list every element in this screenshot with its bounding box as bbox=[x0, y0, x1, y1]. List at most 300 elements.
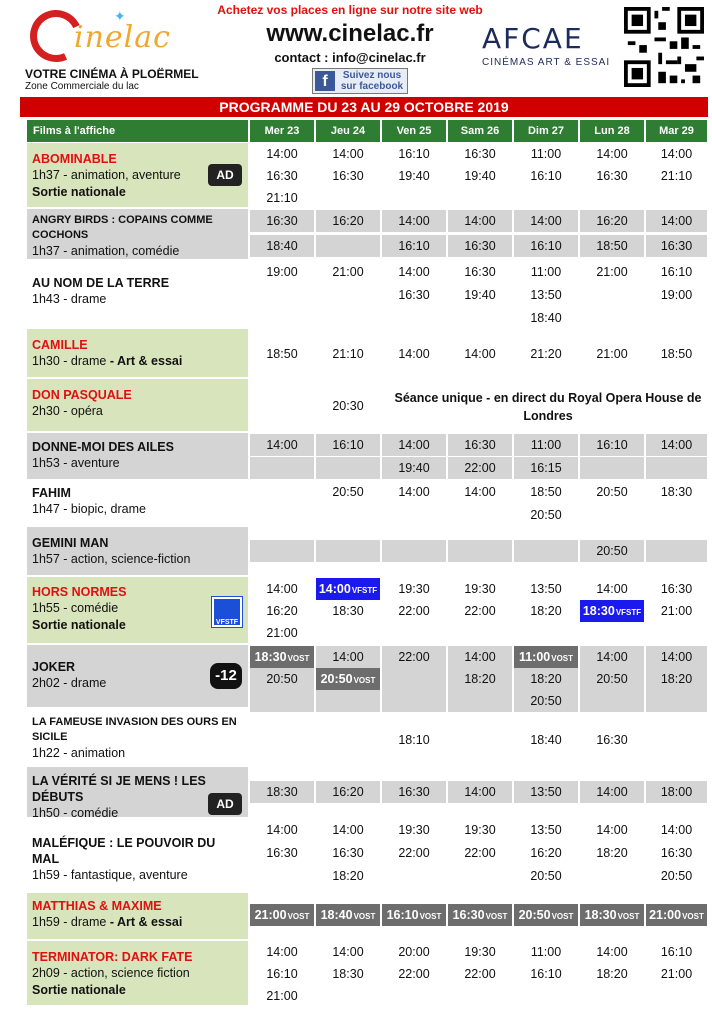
showtime-hors[interactable] bbox=[316, 600, 380, 622]
showtime-value: 16:20 bbox=[266, 604, 298, 618]
empty-slot bbox=[646, 540, 707, 562]
showtime-value: 21:10 bbox=[660, 169, 693, 183]
showtime-value: 14:00 bbox=[266, 945, 298, 959]
showtime-abominable[interactable] bbox=[448, 143, 512, 165]
version-tag: VOST bbox=[682, 912, 704, 921]
showtime-value: 19:30 bbox=[464, 582, 496, 596]
showtime-value: 16:20 bbox=[530, 846, 562, 860]
showtime-terre[interactable] bbox=[250, 261, 314, 283]
showtime-malefique[interactable] bbox=[382, 842, 446, 864]
showtime-fahim[interactable] bbox=[580, 481, 644, 503]
showtime-malefique[interactable] bbox=[514, 819, 578, 841]
film-title: AU NOM DE LA TERRE bbox=[32, 276, 170, 290]
showtime-camille[interactable] bbox=[646, 343, 707, 365]
empty-slot bbox=[382, 690, 446, 712]
showtime-malefique[interactable] bbox=[316, 819, 380, 841]
facebook-label: Suivez nous sur facebook bbox=[340, 70, 404, 92]
showtime-terre[interactable] bbox=[382, 284, 446, 306]
showtime-value: 16:30 bbox=[398, 288, 430, 302]
showtime-gemini[interactable] bbox=[580, 540, 644, 562]
film-ours-en-sicile[interactable] bbox=[27, 709, 248, 765]
film-hors-normes[interactable] bbox=[27, 577, 248, 643]
showtime-value: 16:30 bbox=[332, 846, 364, 860]
film-detail: 1h37 - animation, aventure bbox=[32, 168, 181, 182]
showtime-value: 19:00 bbox=[660, 288, 693, 302]
showtime-fahim[interactable] bbox=[514, 504, 578, 526]
website-link[interactable]: www.cinelac.fr bbox=[266, 20, 434, 47]
film-title: MATTHIAS & MAXIME bbox=[32, 899, 162, 913]
showtime-value: 21:00 bbox=[596, 347, 628, 361]
column-header-mar: Mar 29 bbox=[646, 120, 707, 142]
showtime-value: 19:30 bbox=[464, 945, 496, 959]
showtime-verite[interactable] bbox=[382, 781, 446, 803]
version-tag: VOST bbox=[485, 912, 508, 921]
showtime-abominable[interactable] bbox=[580, 165, 644, 187]
showtime-malefique[interactable] bbox=[646, 819, 707, 841]
film-detail: 1h57 - action, science-fiction bbox=[32, 552, 191, 566]
showtime-abominable[interactable] bbox=[514, 143, 578, 165]
showtime-joker[interactable] bbox=[580, 646, 644, 668]
showtime-value: 21:00 bbox=[266, 626, 298, 640]
showtime-terminator[interactable] bbox=[646, 941, 707, 963]
film-detail: 1h22 - animation bbox=[32, 746, 126, 760]
showtime-verite[interactable] bbox=[250, 781, 314, 803]
showtime-value: 13:50 bbox=[530, 823, 562, 837]
showtime-angry[interactable] bbox=[514, 235, 578, 257]
showtime-angry[interactable] bbox=[382, 235, 446, 257]
column-header-jeu: Jeu 24 bbox=[316, 120, 380, 142]
showtime-value: 21:00 bbox=[596, 265, 628, 279]
showtime-matthias[interactable] bbox=[250, 904, 314, 926]
film-title: JOKER bbox=[32, 660, 76, 674]
qr-code-icon[interactable] bbox=[624, 4, 704, 90]
facebook-button[interactable] bbox=[312, 68, 408, 94]
film-fahim[interactable] bbox=[27, 481, 248, 525]
film-camille[interactable] bbox=[27, 329, 248, 377]
showtime-value: 18:30 bbox=[266, 785, 298, 799]
showtime-angry[interactable] bbox=[382, 210, 446, 232]
showtime-ailes[interactable] bbox=[448, 434, 512, 456]
showtime-value: 20:50 bbox=[660, 869, 693, 883]
showtime-angry[interactable] bbox=[448, 235, 512, 257]
film-abominable[interactable] bbox=[27, 143, 248, 207]
showtime-terre[interactable] bbox=[580, 261, 644, 283]
showtime-value: 16:30 bbox=[464, 239, 496, 253]
showtime-value: 21:20 bbox=[530, 347, 562, 361]
showtime-value: 11:00 bbox=[530, 147, 562, 161]
film-title: TERMINATOR: DARK FATE bbox=[32, 950, 193, 964]
showtime-malefique[interactable] bbox=[316, 865, 380, 887]
showtime-value: 16:30 bbox=[464, 438, 496, 452]
showtime-hors[interactable] bbox=[580, 578, 644, 600]
showtime-terminator[interactable] bbox=[250, 963, 314, 985]
showtime-hors[interactable] bbox=[514, 600, 578, 622]
showtime-joker[interactable] bbox=[448, 668, 512, 690]
showtime-hors[interactable] bbox=[646, 600, 707, 622]
showtime-terminator[interactable] bbox=[382, 941, 446, 963]
showtime-joker[interactable] bbox=[250, 668, 314, 690]
showtime-fahim[interactable] bbox=[448, 481, 512, 503]
showtime-hors[interactable] bbox=[250, 622, 314, 644]
showtime-value: 16:10 bbox=[596, 438, 628, 452]
showtime-matthias[interactable] bbox=[514, 904, 578, 926]
showtime-ailes[interactable] bbox=[646, 434, 707, 456]
showtime-value: 16:20 bbox=[596, 214, 628, 228]
showtime-value: 19:30 bbox=[464, 823, 496, 837]
showtime-value: 14:00 bbox=[398, 265, 430, 279]
showtime-matthias[interactable] bbox=[316, 904, 380, 926]
showtime-value: 16:30 bbox=[464, 147, 496, 161]
showtime-ailes[interactable] bbox=[382, 434, 446, 456]
showtime-ours[interactable] bbox=[580, 729, 644, 751]
showtime-value: 14:00 bbox=[660, 650, 693, 664]
film-detail: 1h55 - comédie bbox=[32, 601, 119, 615]
showtime-ailes[interactable] bbox=[250, 434, 314, 456]
showtime-value: 21:00 bbox=[254, 908, 287, 922]
showtime-terminator[interactable] bbox=[580, 963, 644, 985]
showtime-malefique[interactable] bbox=[316, 842, 380, 864]
contact-email[interactable]: contact : info@cinelac.fr bbox=[274, 50, 426, 65]
showtime-value: 14:00 bbox=[464, 785, 496, 799]
showtime-value: 13:50 bbox=[530, 288, 562, 302]
promo-text: Achetez vos places en ligne sur notre site web bbox=[217, 3, 483, 17]
showtime-hors[interactable] bbox=[316, 578, 380, 600]
showtime-angry[interactable] bbox=[250, 210, 314, 232]
showtime-ours[interactable] bbox=[382, 729, 446, 751]
showtime-matthias[interactable] bbox=[382, 904, 446, 926]
empty-slot bbox=[514, 540, 578, 562]
showtime-ailes[interactable] bbox=[316, 434, 380, 456]
empty-slot bbox=[316, 690, 380, 712]
showtime-value: 18:30 bbox=[332, 967, 364, 981]
showtime-value: 16:20 bbox=[332, 785, 364, 799]
film-title: MALÉFIQUE : LE POUVOIR DU MAL bbox=[32, 836, 216, 866]
hearing-impaired-icon: VFSTF bbox=[212, 597, 242, 627]
showtime-abominable[interactable] bbox=[580, 143, 644, 165]
film-joker[interactable] bbox=[27, 645, 248, 707]
film-title: DONNE-MOI DES AILES bbox=[32, 440, 174, 454]
showtime-joker[interactable] bbox=[646, 646, 707, 668]
film-la-verite-si-je-mens[interactable] bbox=[27, 767, 248, 820]
showtime-malefique[interactable] bbox=[646, 842, 707, 864]
showtime-abominable[interactable] bbox=[646, 165, 707, 187]
showtime-value: 20:50 bbox=[530, 869, 562, 883]
version-tag: VOST bbox=[617, 912, 640, 921]
afcae-logo: AFCAE bbox=[482, 22, 584, 55]
showtime-hors[interactable] bbox=[250, 578, 314, 600]
showtime-camille[interactable] bbox=[448, 343, 512, 365]
showtime-malefique[interactable] bbox=[514, 842, 578, 864]
showtime-fahim[interactable] bbox=[316, 481, 380, 503]
showtime-value: 18:40 bbox=[266, 239, 298, 253]
showtime-malefique[interactable] bbox=[646, 865, 707, 887]
film-matthias-maxime[interactable] bbox=[27, 893, 248, 939]
showtime-value: 16:10 bbox=[398, 147, 430, 161]
showtime-terminator[interactable] bbox=[382, 963, 446, 985]
showtime-matthias[interactable] bbox=[646, 904, 707, 926]
showtime-fahim[interactable] bbox=[514, 481, 578, 503]
showtime-joker[interactable] bbox=[580, 668, 644, 690]
showtime-ailes[interactable] bbox=[580, 434, 644, 456]
showtime-value: 14:00 bbox=[266, 582, 298, 596]
showtime-abominable[interactable] bbox=[646, 143, 707, 165]
showtime-abominable[interactable] bbox=[250, 165, 314, 187]
showtime-value: 18:50 bbox=[530, 485, 562, 499]
showtime-terre[interactable] bbox=[514, 261, 578, 283]
showtime-malefique[interactable] bbox=[580, 842, 644, 864]
showtime-value: 14:00 bbox=[332, 823, 364, 837]
empty-slot bbox=[448, 690, 512, 712]
film-title: ANGRY BIRDS : COPAINS COMME COCHONS bbox=[32, 214, 213, 241]
film-malefique[interactable] bbox=[27, 819, 248, 891]
showtime-abominable[interactable] bbox=[250, 187, 314, 209]
showtime-value: 16:30 bbox=[464, 265, 496, 279]
showtime-angry[interactable] bbox=[580, 235, 644, 257]
showtime-abominable[interactable] bbox=[382, 143, 446, 165]
showtime-value: 11:00 bbox=[518, 650, 551, 664]
cinema-zone: Zone Commerciale du lac bbox=[25, 81, 139, 92]
showtime-hors[interactable] bbox=[448, 600, 512, 622]
showtime-terre[interactable] bbox=[448, 284, 512, 306]
showtime-camille[interactable] bbox=[382, 343, 446, 365]
film-au-nom-de-la-terre[interactable] bbox=[27, 261, 248, 327]
showtime-value: 16:30 bbox=[596, 169, 628, 183]
showtime-malefique[interactable] bbox=[448, 819, 512, 841]
version-tag: VFSTF bbox=[615, 608, 642, 617]
empty-slot bbox=[316, 540, 380, 562]
showtime-camille[interactable] bbox=[514, 343, 578, 365]
showtime-angry[interactable] bbox=[580, 210, 644, 232]
version-tag: VFSTF bbox=[351, 586, 378, 595]
showtime-value: 20:50 bbox=[320, 672, 353, 686]
showtime-abominable[interactable] bbox=[382, 165, 446, 187]
showtime-camille[interactable] bbox=[316, 343, 380, 365]
showtime-value: 21:10 bbox=[266, 191, 298, 205]
showtime-camille[interactable] bbox=[580, 343, 644, 365]
showtime-value: 18:20 bbox=[596, 967, 628, 981]
showtime-value: 14:00 bbox=[596, 945, 628, 959]
showtime-value: 14:00 bbox=[398, 214, 430, 228]
showtime-terminator[interactable] bbox=[250, 985, 314, 1007]
film-gemini-man[interactable] bbox=[27, 527, 248, 575]
showtime-angry[interactable] bbox=[646, 210, 707, 232]
cinema-name: VOTRE CINÉMA À PLOËRMEL bbox=[25, 67, 199, 81]
showtime-ailes[interactable] bbox=[448, 457, 512, 479]
cinelac-logo[interactable] bbox=[14, 4, 214, 68]
showtime-fahim[interactable] bbox=[382, 481, 446, 503]
showtime-hors[interactable] bbox=[448, 578, 512, 600]
showtime-ailes[interactable] bbox=[382, 457, 446, 479]
column-header-films: Films à l'affiche bbox=[27, 120, 248, 142]
showtime-joker[interactable] bbox=[514, 646, 578, 668]
showtime-abominable[interactable] bbox=[316, 143, 380, 165]
film-tag: - Art & essai bbox=[109, 354, 183, 368]
showtime-angry[interactable] bbox=[448, 210, 512, 232]
showtime-terminator[interactable] bbox=[514, 941, 578, 963]
showtime-angry[interactable] bbox=[316, 210, 380, 232]
showtime-value: 16:10 bbox=[332, 438, 364, 452]
don-pasquale-note: Séance unique - en direct du Royal Opera House de Londres bbox=[394, 391, 702, 423]
showtime-hors[interactable] bbox=[382, 578, 446, 600]
showtime-value: 14:00 bbox=[530, 214, 562, 228]
showtime-value: 18:20 bbox=[596, 846, 628, 860]
showtime-malefique[interactable] bbox=[580, 819, 644, 841]
showtime-matthias[interactable] bbox=[580, 904, 644, 926]
film-angry-birds[interactable] bbox=[27, 209, 248, 259]
showtime-ailes[interactable] bbox=[514, 434, 578, 456]
showtime-terminator[interactable] bbox=[250, 941, 314, 963]
showtime-joker[interactable] bbox=[514, 668, 578, 690]
showtime-verite[interactable] bbox=[646, 781, 707, 803]
film-don-pasquale[interactable] bbox=[27, 379, 248, 431]
facebook-icon: f bbox=[315, 71, 335, 91]
showtime-malefique[interactable] bbox=[514, 865, 578, 887]
empty-slot bbox=[646, 690, 707, 712]
afcae-subtitle: CINÉMAS ART & ESSAI bbox=[482, 57, 611, 68]
programme-banner: PROGRAMME DU 23 AU 29 OCTOBRE 2019 bbox=[20, 97, 708, 117]
showtime-malefique[interactable] bbox=[250, 819, 314, 841]
showtime-value: 14:00 bbox=[266, 438, 298, 452]
showtime-verite[interactable] bbox=[580, 781, 644, 803]
showtime-angry[interactable] bbox=[250, 235, 314, 257]
showtime-angry[interactable] bbox=[514, 210, 578, 232]
showtime-value: 14:00 bbox=[266, 823, 298, 837]
showtime-value: 18:20 bbox=[660, 672, 693, 686]
film-title: ABOMINABLE bbox=[32, 152, 117, 166]
showtime-value: 18:30 bbox=[582, 604, 615, 618]
showtime-value: 16:30 bbox=[266, 169, 298, 183]
showtime-hors[interactable] bbox=[382, 600, 446, 622]
showtime-ours[interactable] bbox=[514, 729, 578, 751]
showtime-value: 14:00 bbox=[660, 438, 693, 452]
film-donne-moi-des-ailes[interactable] bbox=[27, 433, 248, 479]
showtime-value: 11:00 bbox=[530, 945, 562, 959]
showtime-terre[interactable] bbox=[514, 307, 578, 329]
showtime-value: 14:00 bbox=[660, 147, 693, 161]
showtime-value: 19:40 bbox=[464, 169, 496, 183]
empty-slot bbox=[316, 235, 380, 257]
showtime-value: 21:10 bbox=[332, 347, 364, 361]
showtime-angry[interactable] bbox=[646, 235, 707, 257]
column-header-lun: Lun 28 bbox=[580, 120, 644, 142]
column-header-dim: Dim 27 bbox=[514, 120, 578, 142]
showtime-value: 16:10 bbox=[386, 908, 419, 922]
showtime-ailes[interactable] bbox=[514, 457, 578, 479]
showtime-value: 19:00 bbox=[266, 265, 298, 279]
showtime-value: 22:00 bbox=[464, 461, 496, 475]
showtime-value: 21:00 bbox=[660, 604, 693, 618]
showtime-value: 13:50 bbox=[530, 785, 562, 799]
showtime-joker[interactable] bbox=[250, 646, 314, 668]
showtime-value: 18:30 bbox=[660, 485, 693, 499]
audio-description-icon: AD bbox=[208, 164, 242, 186]
showtime-joker[interactable] bbox=[514, 690, 578, 712]
showtime-value: 14:00 bbox=[332, 147, 364, 161]
showtime-value: 22:00 bbox=[398, 846, 430, 860]
showtime-terre[interactable] bbox=[646, 261, 707, 283]
showtime-camille[interactable] bbox=[250, 343, 314, 365]
film-note: Sortie nationale bbox=[32, 983, 126, 997]
showtime-hors[interactable] bbox=[580, 600, 644, 622]
showtime-terminator[interactable] bbox=[316, 963, 380, 985]
showtime-verite[interactable] bbox=[514, 781, 578, 803]
showtime-abominable[interactable] bbox=[250, 143, 314, 165]
showtime-value: 22:00 bbox=[464, 967, 496, 981]
showtime-value: 11:00 bbox=[530, 438, 562, 452]
logo-text: inelac bbox=[74, 20, 171, 55]
showtime-value: 18:20 bbox=[332, 869, 364, 883]
showtime-hors[interactable] bbox=[250, 600, 314, 622]
showtime-value: 16:30 bbox=[596, 733, 628, 747]
showtime-value: 14:00 bbox=[398, 438, 430, 452]
showtime-value: 22:00 bbox=[464, 846, 496, 860]
version-tag: VOST bbox=[353, 912, 376, 921]
showtime-value: 16:10 bbox=[398, 239, 430, 253]
showtime-value: 14:00 bbox=[332, 650, 364, 664]
showtime-abominable[interactable] bbox=[316, 165, 380, 187]
showtime-joker[interactable] bbox=[448, 646, 512, 668]
version-tag: VOST bbox=[287, 654, 310, 663]
showtime-value: 20:50 bbox=[530, 694, 562, 708]
showtime-value: 18:40 bbox=[320, 908, 353, 922]
showtime-malefique[interactable] bbox=[382, 819, 446, 841]
showtime-terminator[interactable] bbox=[448, 963, 512, 985]
showtime-terre[interactable] bbox=[448, 261, 512, 283]
showtime-value: 20:50 bbox=[518, 908, 551, 922]
showtime-terminator[interactable] bbox=[646, 963, 707, 985]
showtime-value: 14:00 bbox=[660, 823, 693, 837]
showtime-abominable[interactable] bbox=[514, 165, 578, 187]
showtime-value: 21:00 bbox=[332, 265, 364, 279]
showtime-hors[interactable] bbox=[646, 578, 707, 600]
showtime-terminator[interactable] bbox=[514, 963, 578, 985]
showtime-value: 14:00 bbox=[332, 945, 364, 959]
showtime-value: 18:00 bbox=[660, 785, 693, 799]
showtime-malefique[interactable] bbox=[250, 842, 314, 864]
showtime-verite[interactable] bbox=[316, 781, 380, 803]
showtime-terre[interactable] bbox=[382, 261, 446, 283]
showtime-terre[interactable] bbox=[316, 261, 380, 283]
showtime-abominable[interactable] bbox=[448, 165, 512, 187]
showtime-value: 22:00 bbox=[464, 604, 496, 618]
showtime-verite[interactable] bbox=[448, 781, 512, 803]
showtime-pasquale[interactable] bbox=[316, 395, 380, 417]
film-terminator[interactable] bbox=[27, 941, 248, 1005]
showtime-value: 14:00 bbox=[596, 785, 628, 799]
showtime-joker[interactable] bbox=[646, 668, 707, 690]
showtime-matthias[interactable] bbox=[448, 904, 512, 926]
showtime-value: 19:30 bbox=[398, 582, 430, 596]
showtime-joker[interactable] bbox=[382, 646, 446, 668]
showtime-hors[interactable] bbox=[514, 578, 578, 600]
showtime-terminator[interactable] bbox=[580, 941, 644, 963]
showtime-value: 14:00 bbox=[464, 214, 496, 228]
showtime-terre[interactable] bbox=[646, 284, 707, 306]
showtime-malefique[interactable] bbox=[448, 842, 512, 864]
showtime-value: 14:00 bbox=[464, 347, 496, 361]
column-header-ven: Ven 25 bbox=[382, 120, 446, 142]
showtime-value: 19:40 bbox=[398, 461, 430, 475]
showtime-terminator[interactable] bbox=[316, 941, 380, 963]
showtime-value: 16:10 bbox=[266, 967, 298, 981]
showtime-joker[interactable] bbox=[316, 646, 380, 668]
showtime-value: 21:00 bbox=[266, 989, 298, 1003]
showtime-terminator[interactable] bbox=[448, 941, 512, 963]
showtime-terre[interactable] bbox=[514, 284, 578, 306]
film-detail: 1h37 - animation, comédie bbox=[32, 244, 180, 258]
showtime-fahim[interactable] bbox=[646, 481, 707, 503]
showtime-joker[interactable] bbox=[316, 668, 380, 690]
